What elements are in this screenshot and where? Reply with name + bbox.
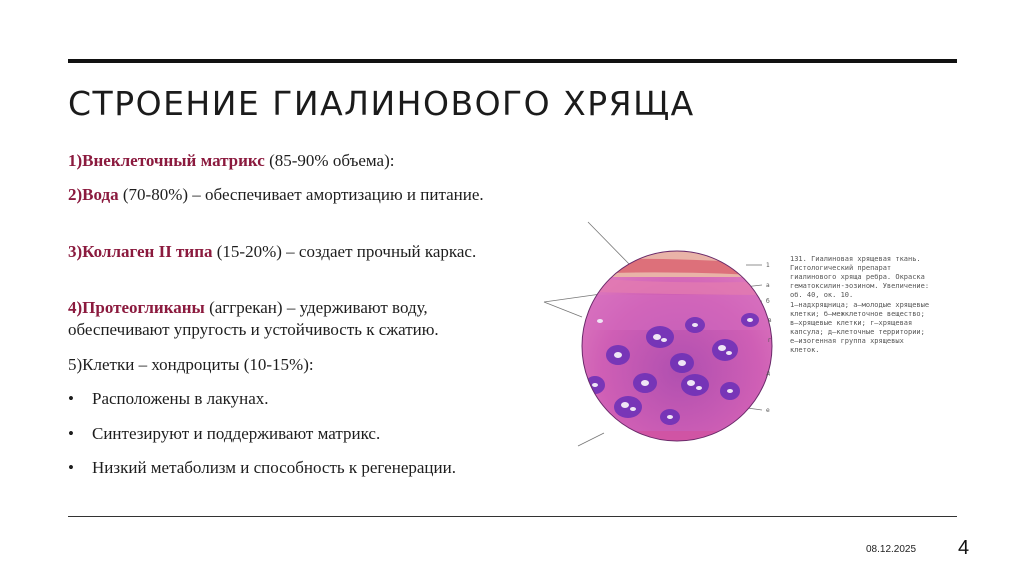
item-proteoglycans	[68, 297, 518, 341]
footer-date: 08.12.2025	[866, 544, 917, 555]
item-water	[68, 184, 518, 206]
bullet-text: Расположены в лакунах.	[92, 389, 269, 408]
item-water-label: 2)Вода	[68, 185, 119, 204]
item-proteoglycans-text: (аггрекан) – удерживают воду, обеспечивают упругость и устойчивость к сжатию.	[68, 298, 439, 339]
bottom-rule	[68, 516, 957, 517]
micrograph	[570, 245, 790, 455]
item-matrix	[68, 150, 518, 172]
item-proteoglycans-label: 4)Протеогликаны	[68, 298, 205, 317]
item-collagen-text: (15-20%) – создает прочный каркас.	[212, 242, 477, 261]
marker-b: б	[766, 298, 770, 305]
marker-g: г	[768, 337, 772, 344]
bullet-text: Синтезируют и поддерживают матрикс.	[92, 424, 381, 443]
item-water-text: (70-80%) – обеспечивает амортизацию и питание.	[118, 185, 484, 204]
caption-title: 131. Гиалиновая хрящевая ткань. Гистологический препарат гиалинового хряща ребра. Окраска гематоксилин-эозином. Увеличение: об. 40, ок. 10.	[790, 255, 930, 299]
list-item	[68, 388, 269, 410]
item-collagen-label: 3)Коллаген II типа	[68, 242, 213, 261]
item-collagen	[68, 241, 518, 263]
item-matrix-text: (85-90% объема):	[264, 151, 395, 170]
marker-1: 1	[766, 262, 770, 269]
marker-a: а	[766, 282, 770, 289]
cells-line: 5)Клетки – хондроциты (10-15%):	[68, 355, 314, 374]
marker-e: е	[766, 407, 770, 414]
slide-title: СТРОЕНИЕ ГИАЛИНОВОГО ХРЯЩА	[68, 84, 695, 123]
bullet-dot-icon: •	[68, 458, 74, 477]
bullet-dot-icon: •	[68, 389, 74, 408]
marker-v: в	[768, 317, 772, 324]
list-item	[68, 457, 456, 479]
bullet-dot-icon: •	[68, 424, 74, 443]
item-matrix-label: 1)Внеклеточный матрикс	[68, 151, 265, 170]
caption-legend: 1—надхрящница; а—молодые хрящевые клетки; б—межклеточное вещество; в—хрящевые клетки; г—хрящевая капсула; д—клеточные территории; е—изогенная группа хрящевых клеток.	[790, 301, 930, 354]
figure-caption	[790, 255, 930, 355]
page-number: 4	[958, 537, 970, 559]
bullet-text: Низкий метаболизм и способность к регенерации.	[92, 458, 456, 477]
top-rule	[68, 59, 957, 63]
list-item	[68, 423, 380, 445]
marker-d: д	[766, 370, 771, 377]
